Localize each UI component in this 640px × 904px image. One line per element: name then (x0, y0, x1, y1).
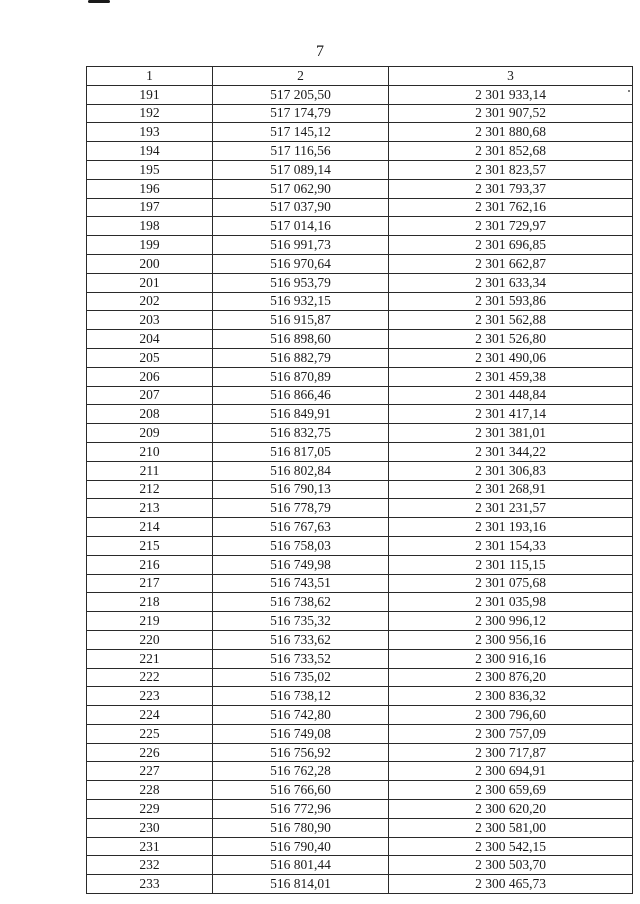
table-row (87, 405, 633, 424)
table-row (87, 875, 633, 894)
cell-y-coordinate: 2 301 823,57 (389, 160, 633, 179)
cell-point-number: 220 (87, 630, 213, 649)
cell-y-coordinate: 2 300 581,00 (389, 818, 633, 837)
cell-x-coordinate: 516 766,60 (213, 781, 389, 800)
cell-y-coordinate: 2 301 193,16 (389, 518, 633, 537)
cell-x-coordinate: 516 866,46 (213, 386, 389, 405)
page-number: 7 (316, 43, 324, 60)
cell-point-number: 223 (87, 687, 213, 706)
cell-y-coordinate: 2 300 503,70 (389, 856, 633, 875)
cell-point-number: 197 (87, 198, 213, 217)
cell-x-coordinate: 516 738,62 (213, 593, 389, 612)
cell-point-number: 201 (87, 273, 213, 292)
cell-x-coordinate: 516 932,15 (213, 292, 389, 311)
cell-y-coordinate: 2 301 880,68 (389, 123, 633, 142)
table-row (87, 668, 633, 687)
cell-y-coordinate: 2 301 526,80 (389, 330, 633, 349)
cell-y-coordinate: 2 301 154,33 (389, 536, 633, 555)
cell-point-number: 194 (87, 142, 213, 161)
cell-x-coordinate: 516 915,87 (213, 311, 389, 330)
table-row (87, 781, 633, 800)
cell-x-coordinate: 516 758,03 (213, 536, 389, 555)
cell-x-coordinate: 516 991,73 (213, 236, 389, 255)
cell-y-coordinate: 2 301 459,38 (389, 367, 633, 386)
cell-y-coordinate: 2 301 381,01 (389, 424, 633, 443)
cell-x-coordinate: 516 832,75 (213, 424, 389, 443)
cell-point-number: 224 (87, 706, 213, 725)
table-row (87, 499, 633, 518)
table-body (87, 85, 633, 893)
table-header-row (87, 67, 633, 86)
cell-y-coordinate: 2 300 694,91 (389, 762, 633, 781)
cell-x-coordinate: 516 742,80 (213, 706, 389, 725)
cell-x-coordinate: 516 735,32 (213, 612, 389, 631)
cell-point-number: 222 (87, 668, 213, 687)
cell-point-number: 200 (87, 254, 213, 273)
coordinates-table (86, 66, 633, 894)
table-row (87, 480, 633, 499)
cell-y-coordinate: 2 301 933,14 (389, 85, 633, 104)
cell-y-coordinate: 2 301 696,85 (389, 236, 633, 255)
cell-point-number: 205 (87, 348, 213, 367)
table-row (87, 348, 633, 367)
table-row (87, 311, 633, 330)
table-row (87, 292, 633, 311)
cell-x-coordinate: 517 174,79 (213, 104, 389, 123)
cell-x-coordinate: 517 037,90 (213, 198, 389, 217)
cell-x-coordinate: 516 767,63 (213, 518, 389, 537)
table-row (87, 198, 633, 217)
cell-point-number: 219 (87, 612, 213, 631)
column-header-y: 3 (389, 67, 633, 86)
cell-y-coordinate: 2 301 490,06 (389, 348, 633, 367)
cell-x-coordinate: 516 801,44 (213, 856, 389, 875)
cell-point-number: 198 (87, 217, 213, 236)
cell-x-coordinate: 516 772,96 (213, 800, 389, 819)
cell-y-coordinate: 2 301 662,87 (389, 254, 633, 273)
cell-point-number: 192 (87, 104, 213, 123)
cell-x-coordinate: 516 898,60 (213, 330, 389, 349)
table-row (87, 160, 633, 179)
cell-y-coordinate: 2 300 916,16 (389, 649, 633, 668)
cell-y-coordinate: 2 301 115,15 (389, 555, 633, 574)
cell-x-coordinate: 517 014,16 (213, 217, 389, 236)
cell-point-number: 231 (87, 837, 213, 856)
cell-point-number: 232 (87, 856, 213, 875)
cell-y-coordinate: 2 301 907,52 (389, 104, 633, 123)
cell-y-coordinate: 2 300 659,69 (389, 781, 633, 800)
cell-x-coordinate: 516 817,05 (213, 442, 389, 461)
cell-x-coordinate: 516 882,79 (213, 348, 389, 367)
table-row (87, 612, 633, 631)
cell-x-coordinate: 516 778,79 (213, 499, 389, 518)
table-row (87, 743, 633, 762)
table-row (87, 104, 633, 123)
table-row (87, 818, 633, 837)
cell-y-coordinate: 2 301 231,57 (389, 499, 633, 518)
table-row (87, 461, 633, 480)
cell-x-coordinate: 517 205,50 (213, 85, 389, 104)
cell-point-number: 216 (87, 555, 213, 574)
cell-point-number: 230 (87, 818, 213, 837)
cell-y-coordinate: 2 301 306,83 (389, 461, 633, 480)
cell-y-coordinate: 2 301 268,91 (389, 480, 633, 499)
cell-y-coordinate: 2 300 796,60 (389, 706, 633, 725)
cell-y-coordinate: 2 300 620,20 (389, 800, 633, 819)
cell-point-number: 212 (87, 480, 213, 499)
table-row (87, 574, 633, 593)
table-row (87, 142, 633, 161)
cell-x-coordinate: 516 849,91 (213, 405, 389, 424)
cell-y-coordinate: 2 300 717,87 (389, 743, 633, 762)
cell-x-coordinate: 517 145,12 (213, 123, 389, 142)
cell-point-number: 211 (87, 461, 213, 480)
cell-x-coordinate: 516 970,64 (213, 254, 389, 273)
cell-y-coordinate: 2 300 465,73 (389, 875, 633, 894)
cell-point-number: 218 (87, 593, 213, 612)
cell-x-coordinate: 516 790,40 (213, 837, 389, 856)
table-row (87, 837, 633, 856)
cell-y-coordinate: 2 301 762,16 (389, 198, 633, 217)
cell-x-coordinate: 516 743,51 (213, 574, 389, 593)
table-row (87, 724, 633, 743)
cell-point-number: 208 (87, 405, 213, 424)
table-row (87, 386, 633, 405)
cell-point-number: 225 (87, 724, 213, 743)
cell-x-coordinate: 517 062,90 (213, 179, 389, 198)
cell-x-coordinate: 516 953,79 (213, 273, 389, 292)
table-row (87, 762, 633, 781)
scan-mark (88, 0, 110, 3)
cell-point-number: 193 (87, 123, 213, 142)
table-row (87, 85, 633, 104)
cell-point-number: 221 (87, 649, 213, 668)
table-row (87, 555, 633, 574)
table-row (87, 179, 633, 198)
cell-x-coordinate: 516 756,92 (213, 743, 389, 762)
cell-y-coordinate: 2 301 729,97 (389, 217, 633, 236)
table-row (87, 123, 633, 142)
table-row (87, 424, 633, 443)
table-row (87, 217, 633, 236)
cell-x-coordinate: 516 749,08 (213, 724, 389, 743)
cell-point-number: 214 (87, 518, 213, 537)
cell-x-coordinate: 516 762,28 (213, 762, 389, 781)
cell-point-number: 203 (87, 311, 213, 330)
cell-y-coordinate: 2 300 956,16 (389, 630, 633, 649)
cell-y-coordinate: 2 300 757,09 (389, 724, 633, 743)
column-header-x: 2 (213, 67, 389, 86)
cell-x-coordinate: 516 749,98 (213, 555, 389, 574)
cell-point-number: 196 (87, 179, 213, 198)
table-row (87, 649, 633, 668)
cell-y-coordinate: 2 301 035,98 (389, 593, 633, 612)
cell-y-coordinate: 2 301 633,34 (389, 273, 633, 292)
cell-point-number: 227 (87, 762, 213, 781)
cell-point-number: 210 (87, 442, 213, 461)
table-row (87, 536, 633, 555)
cell-x-coordinate: 517 089,14 (213, 160, 389, 179)
cell-y-coordinate: 2 300 836,32 (389, 687, 633, 706)
cell-y-coordinate: 2 300 996,12 (389, 612, 633, 631)
table-row (87, 800, 633, 819)
table-row (87, 442, 633, 461)
table-row (87, 687, 633, 706)
cell-x-coordinate: 516 733,62 (213, 630, 389, 649)
cell-point-number: 233 (87, 875, 213, 894)
cell-point-number: 228 (87, 781, 213, 800)
cell-x-coordinate: 516 735,02 (213, 668, 389, 687)
cell-point-number: 213 (87, 499, 213, 518)
cell-x-coordinate: 516 814,01 (213, 875, 389, 894)
table-row (87, 856, 633, 875)
cell-point-number: 204 (87, 330, 213, 349)
cell-y-coordinate: 2 301 593,86 (389, 292, 633, 311)
cell-y-coordinate: 2 301 075,68 (389, 574, 633, 593)
cell-y-coordinate: 2 301 852,68 (389, 142, 633, 161)
cell-point-number: 195 (87, 160, 213, 179)
cell-point-number: 229 (87, 800, 213, 819)
table-row (87, 367, 633, 386)
cell-point-number: 207 (87, 386, 213, 405)
cell-point-number: 215 (87, 536, 213, 555)
cell-point-number: 199 (87, 236, 213, 255)
cell-y-coordinate: 2 301 562,88 (389, 311, 633, 330)
cell-y-coordinate: 2 300 876,20 (389, 668, 633, 687)
cell-y-coordinate: 2 300 542,15 (389, 837, 633, 856)
table-row (87, 706, 633, 725)
cell-point-number: 191 (87, 85, 213, 104)
table-row (87, 630, 633, 649)
cell-x-coordinate: 516 738,12 (213, 687, 389, 706)
cell-x-coordinate: 516 780,90 (213, 818, 389, 837)
cell-point-number: 226 (87, 743, 213, 762)
cell-point-number: 209 (87, 424, 213, 443)
table-row (87, 273, 633, 292)
cell-x-coordinate: 517 116,56 (213, 142, 389, 161)
cell-y-coordinate: 2 301 448,84 (389, 386, 633, 405)
cell-point-number: 217 (87, 574, 213, 593)
cell-x-coordinate: 516 802,84 (213, 461, 389, 480)
cell-y-coordinate: 2 301 344,22 (389, 442, 633, 461)
table-row (87, 236, 633, 255)
column-header-point: 1 (87, 67, 213, 86)
cell-x-coordinate: 516 790,13 (213, 480, 389, 499)
cell-point-number: 206 (87, 367, 213, 386)
cell-y-coordinate: 2 301 793,37 (389, 179, 633, 198)
table-row (87, 330, 633, 349)
table-row (87, 518, 633, 537)
cell-x-coordinate: 516 870,89 (213, 367, 389, 386)
cell-y-coordinate: 2 301 417,14 (389, 405, 633, 424)
table-row (87, 254, 633, 273)
table-row (87, 593, 633, 612)
cell-x-coordinate: 516 733,52 (213, 649, 389, 668)
cell-point-number: 202 (87, 292, 213, 311)
